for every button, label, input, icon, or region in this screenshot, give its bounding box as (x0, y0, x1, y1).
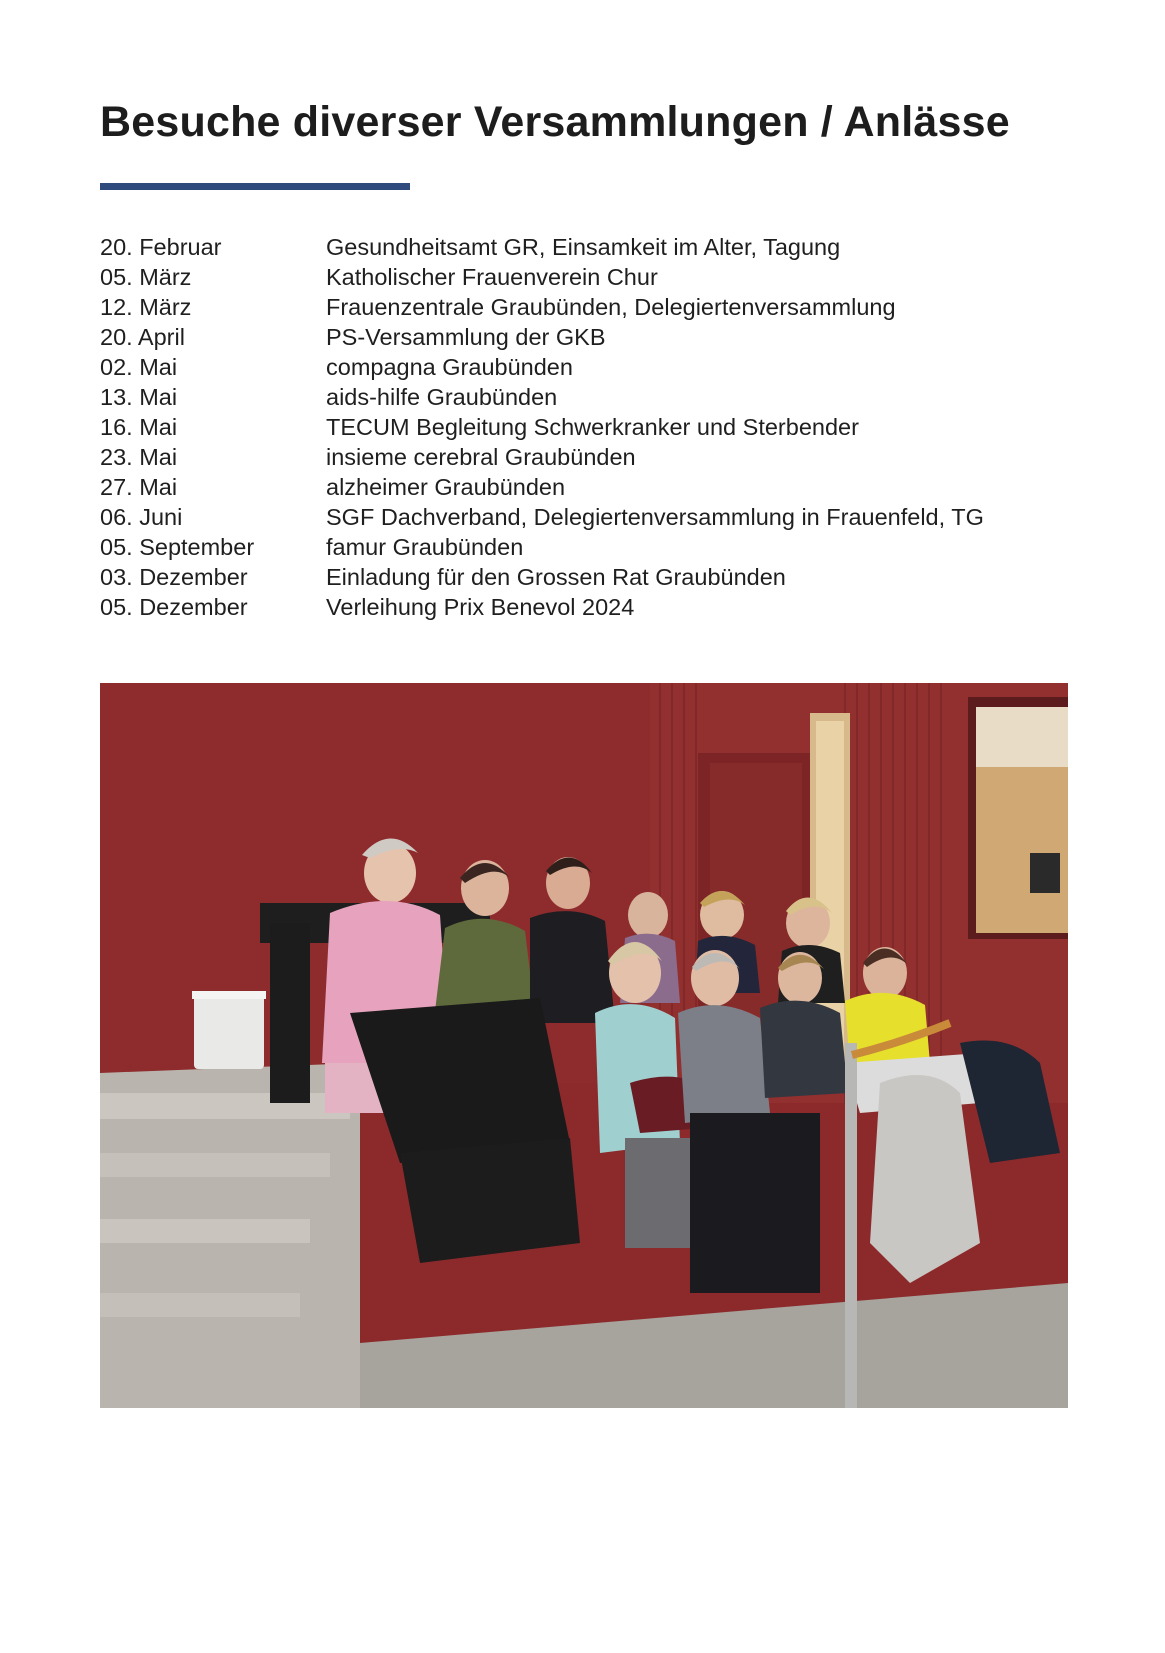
event-name: Verleihung Prix Benevol 2024 (326, 594, 635, 620)
event-date: 05. September (100, 534, 255, 560)
event-name: Gesundheitsamt GR, Einsamkeit im Alter, Tagung (326, 234, 841, 260)
event-date: 02. Mai (100, 354, 178, 380)
event-date: 12. März (100, 294, 192, 320)
event-date: 20. April (100, 324, 185, 350)
event-date: 20. Februar (100, 234, 222, 260)
event-date: 05. Dezember (100, 594, 248, 620)
event-date: 13. Mai (100, 384, 178, 410)
list-item (100, 292, 1100, 322)
list-item (100, 382, 1100, 412)
event-date: 27. Mai (100, 474, 178, 500)
event-date: 05. März (100, 264, 192, 290)
list-item (100, 592, 1100, 622)
list-item (100, 262, 1100, 292)
page-title: Besuche diverser Versammlungen / Anlässe (100, 98, 1010, 146)
event-date: 23. Mai (100, 444, 178, 470)
event-list (100, 232, 1100, 622)
list-item (100, 232, 1100, 262)
event-name: Katholischer Frauenverein Chur (326, 264, 658, 290)
event-name: famur Graubünden (326, 534, 524, 560)
event-name: PS-Versammlung der GKB (326, 324, 606, 350)
event-name: aids-hilfe Graubünden (326, 384, 558, 410)
list-item (100, 502, 1100, 532)
list-item (100, 562, 1100, 592)
event-date: 16. Mai (100, 414, 178, 440)
event-date: 03. Dezember (100, 564, 248, 590)
group-photo (100, 683, 1068, 1408)
title-underline (100, 183, 410, 190)
event-name: Frauenzentrale Graubünden, Delegiertenversammlung (326, 294, 896, 320)
group-photo-illustration (100, 683, 1068, 1408)
event-name: TECUM Begleitung Schwerkranker und Sterbender (326, 414, 859, 440)
event-name: compagna Graubünden (326, 354, 573, 380)
event-name: insieme cerebral Graubünden (326, 444, 636, 470)
list-item (100, 442, 1100, 472)
list-item (100, 532, 1100, 562)
list-item (100, 322, 1100, 352)
event-name: Einladung für den Grossen Rat Graubünden (326, 564, 786, 590)
event-name: SGF Dachverband, Delegiertenversammlung in Frauenfeld, TG (326, 504, 984, 530)
event-date: 06. Juni (100, 504, 183, 530)
list-item (100, 412, 1100, 442)
list-item (100, 352, 1100, 382)
event-name: alzheimer Graubünden (326, 474, 566, 500)
list-item (100, 472, 1100, 502)
